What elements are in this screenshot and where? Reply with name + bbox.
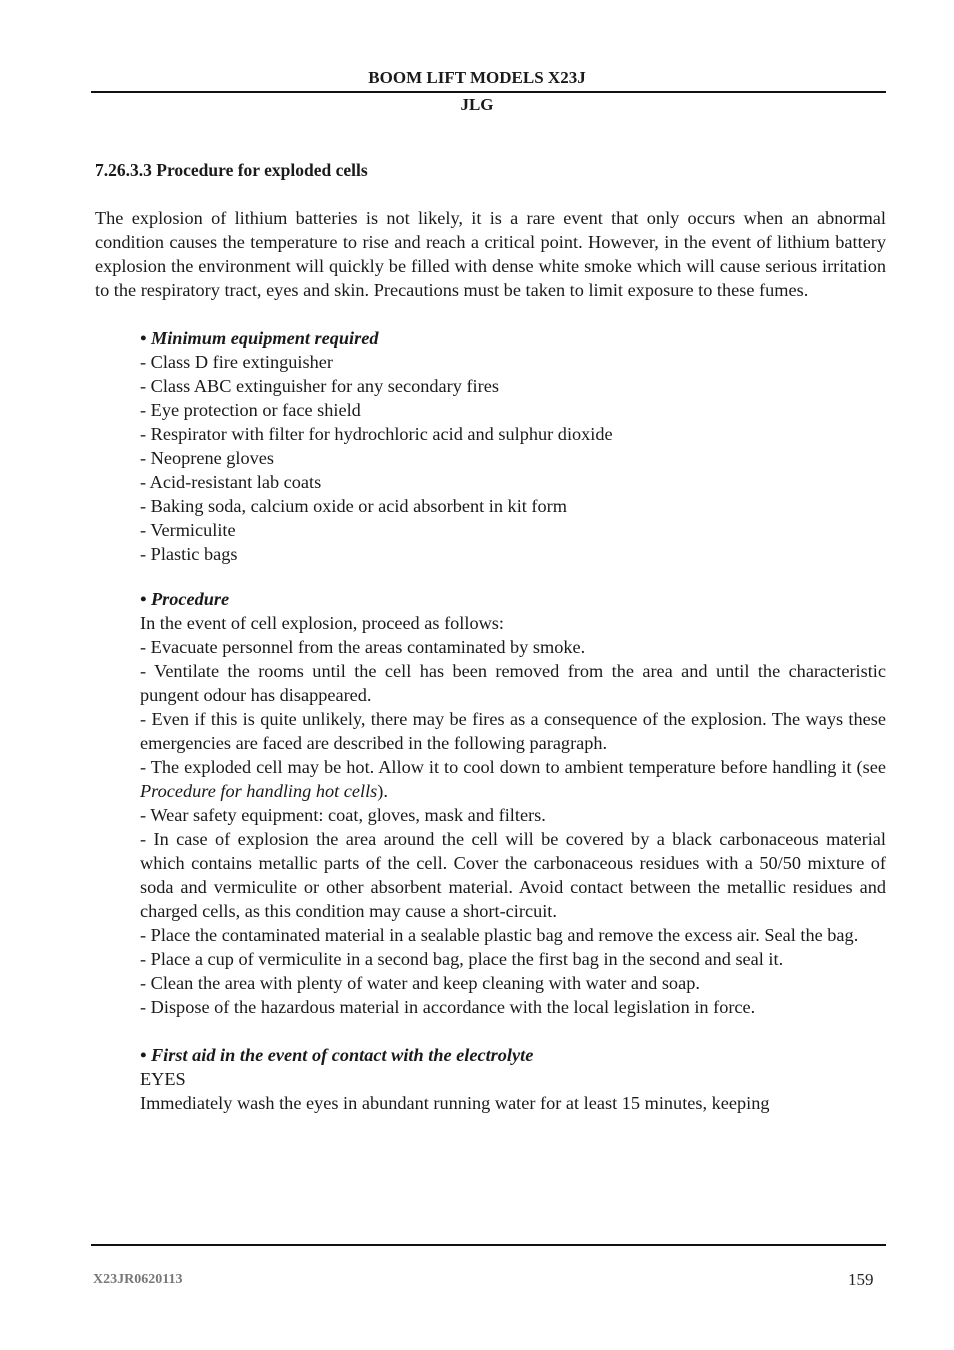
document-header-title: BOOM LIFT MODELS X23J bbox=[368, 68, 586, 87]
document-code: X23JR0620113 bbox=[93, 1272, 183, 1287]
procedure-step: - Evacuate personnel from the areas contaminated by smoke. bbox=[140, 637, 586, 657]
header-divider bbox=[91, 91, 886, 93]
procedure-step: - In case of explosion the area around the cell will be covered by a black carbonaceous material which contains metallic parts of the cell. Cover the carbonaceous residues with a 50/50 mixture of soda and vermiculite or other absorbent material. Avoid contact between the metallic residues and charged cells, as this condition may cause a short-circuit. bbox=[140, 829, 886, 921]
procedure-step: - Place the contaminated material in a sealable plastic bag and remove the excess air. Seal the bag. bbox=[140, 925, 859, 945]
first-aid-heading: • First aid in the event of contact with the electrolyte bbox=[140, 1045, 534, 1065]
hot-cells-reference: Procedure for handling hot cells bbox=[140, 781, 378, 801]
procedure-step: - Ventilate the rooms until the cell has been removed from the area and until the characteristic pungent odour has disappeared. bbox=[140, 661, 886, 705]
intro-paragraph: The explosion of lithium batteries is not likely, it is a rare event that only occurs when an abnormal condition causes the temperature to rise and reach a critical point. However, in the event of lithium battery explosion the environment will quickly be filled with dense white smoke which will cause serious irritation to the respiratory tract, eyes and skin. Precautions must be taken to limit exposure to these fumes. bbox=[95, 208, 886, 300]
procedure-step: - Even if this is quite unlikely, there may be fires as a consequence of the explosion. The ways these emergencies are faced are described in the following paragraph. bbox=[140, 709, 886, 753]
page-number: 159 bbox=[848, 1270, 874, 1289]
procedure-step-text: ). bbox=[377, 781, 388, 801]
procedure-step-text: - The exploded cell may be hot. Allow it to cool down to ambient temperature before handling it (see bbox=[140, 757, 886, 777]
equipment-item: - Baking soda, calcium oxide or acid absorbent in kit form bbox=[140, 496, 567, 516]
procedure-step: - Place a cup of vermiculite in a second bag, place the first bag in the second and seal it. bbox=[140, 949, 784, 969]
page-content bbox=[95, 158, 886, 1115]
procedure-step: - Clean the area with plenty of water and keep cleaning with water and soap. bbox=[140, 973, 700, 993]
first-aid-text: Immediately wash the eyes in abundant running water for at least 15 minutes, keeping bbox=[140, 1093, 770, 1113]
procedure-step bbox=[140, 755, 886, 803]
first-aid-subheading: EYES bbox=[140, 1069, 186, 1089]
equipment-heading: • Minimum equipment required bbox=[140, 328, 379, 348]
procedure-step: - Wear safety equipment: coat, gloves, mask and filters. bbox=[140, 805, 546, 825]
procedure-intro: In the event of cell explosion, proceed as follows: bbox=[140, 613, 504, 633]
equipment-item: - Acid-resistant lab coats bbox=[140, 472, 322, 492]
equipment-item: - Class D fire extinguisher bbox=[140, 352, 333, 372]
equipment-section bbox=[140, 326, 886, 1115]
procedure-heading: • Procedure bbox=[140, 589, 230, 609]
equipment-item: - Respirator with filter for hydrochloric acid and sulphur dioxide bbox=[140, 424, 613, 444]
document-header-brand: JLG bbox=[460, 95, 494, 114]
equipment-item: - Vermiculite bbox=[140, 520, 236, 540]
equipment-item: - Class ABC extinguisher for any secondary fires bbox=[140, 376, 499, 396]
equipment-item: - Eye protection or face shield bbox=[140, 400, 361, 420]
procedure-step: - Dispose of the hazardous material in accordance with the local legislation in force. bbox=[140, 997, 756, 1017]
footer-divider bbox=[91, 1244, 886, 1246]
section-title: 7.26.3.3 Procedure for exploded cells bbox=[95, 160, 368, 180]
equipment-item: - Neoprene gloves bbox=[140, 448, 275, 468]
equipment-item: - Plastic bags bbox=[140, 544, 238, 564]
